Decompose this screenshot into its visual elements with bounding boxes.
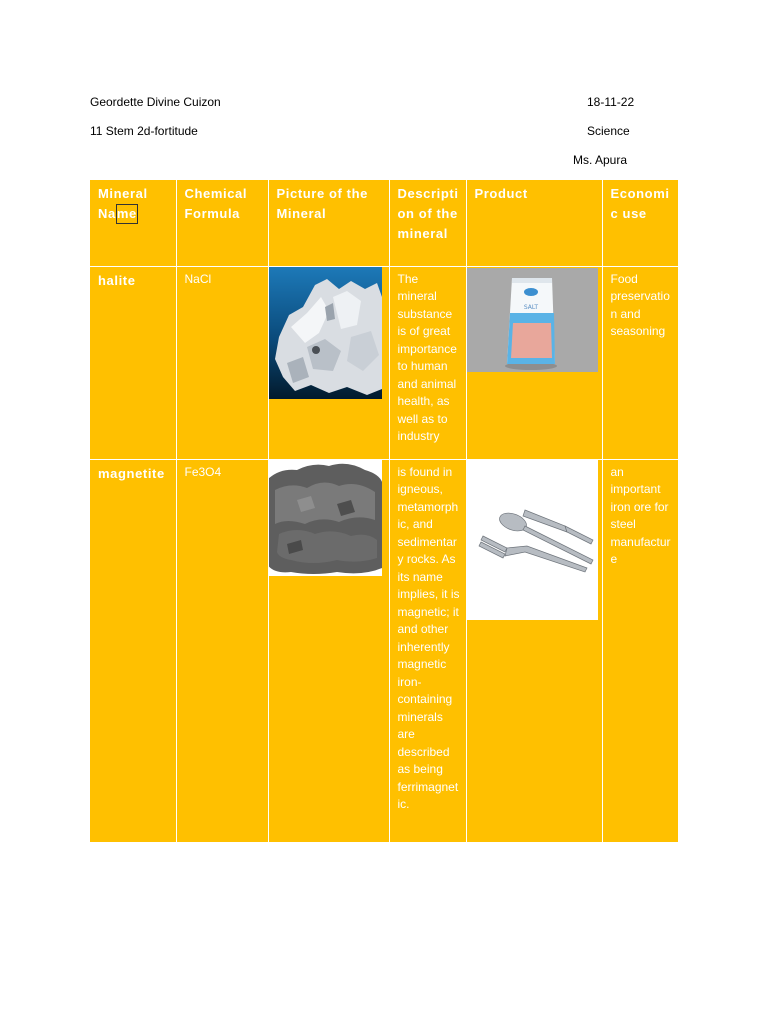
student-name: Geordette Divine Cuizon <box>90 95 221 109</box>
text-cursor-box: me <box>116 204 138 224</box>
table-row <box>90 266 678 459</box>
mineral-name: halite <box>98 272 136 288</box>
col-picture-text: Picture of the Mineral <box>276 186 368 221</box>
col-economic-use-text: Economic use <box>610 186 670 221</box>
section: 11 Stem 2d-fortitude <box>90 124 198 138</box>
salt-label: SALT <box>523 303 538 311</box>
col-product <box>466 180 602 266</box>
col-description <box>389 180 466 266</box>
chemical-formula: NaCl <box>184 271 212 286</box>
magnetite-rock-image <box>268 460 382 576</box>
chemical-formula: Fe3O4 <box>184 464 222 479</box>
minerals-table <box>90 180 678 842</box>
mineral-description: The mineral substance is of great importance to human and animal health, as well as to industry <box>397 271 457 443</box>
col-mineral-name-text-a: Mineral Na <box>98 186 148 221</box>
table-row <box>90 459 678 842</box>
economic-use: an important iron ore for steel manufacture <box>610 464 671 566</box>
cutlery-product-image <box>467 460 598 620</box>
col-chemical-formula <box>176 180 268 266</box>
salt-product-image <box>467 268 598 372</box>
economic-use: Food preservation and seasoning <box>610 271 670 338</box>
table-header-row <box>90 180 678 266</box>
subject: Science <box>587 124 630 138</box>
col-mineral-name <box>90 180 176 266</box>
mineral-name: magnetite <box>98 465 165 481</box>
date: 18-11-22 <box>587 95 635 109</box>
col-picture <box>268 180 389 266</box>
col-product-text: Product <box>474 186 528 201</box>
col-description-text: Description of the mineral <box>397 186 459 241</box>
col-chemical-formula-text: Chemical Formula <box>184 186 248 221</box>
teacher: Ms. Apura <box>573 153 628 167</box>
halite-crystal-image <box>268 267 382 399</box>
mineral-description: is found in igneous, metamorphic, and sedimentary rocks. As its name implies, it is magnetic; it and other inherently magnetic iron-containing minerals are described as being ferrimagnetic. <box>397 464 460 811</box>
col-economic-use <box>602 180 678 266</box>
